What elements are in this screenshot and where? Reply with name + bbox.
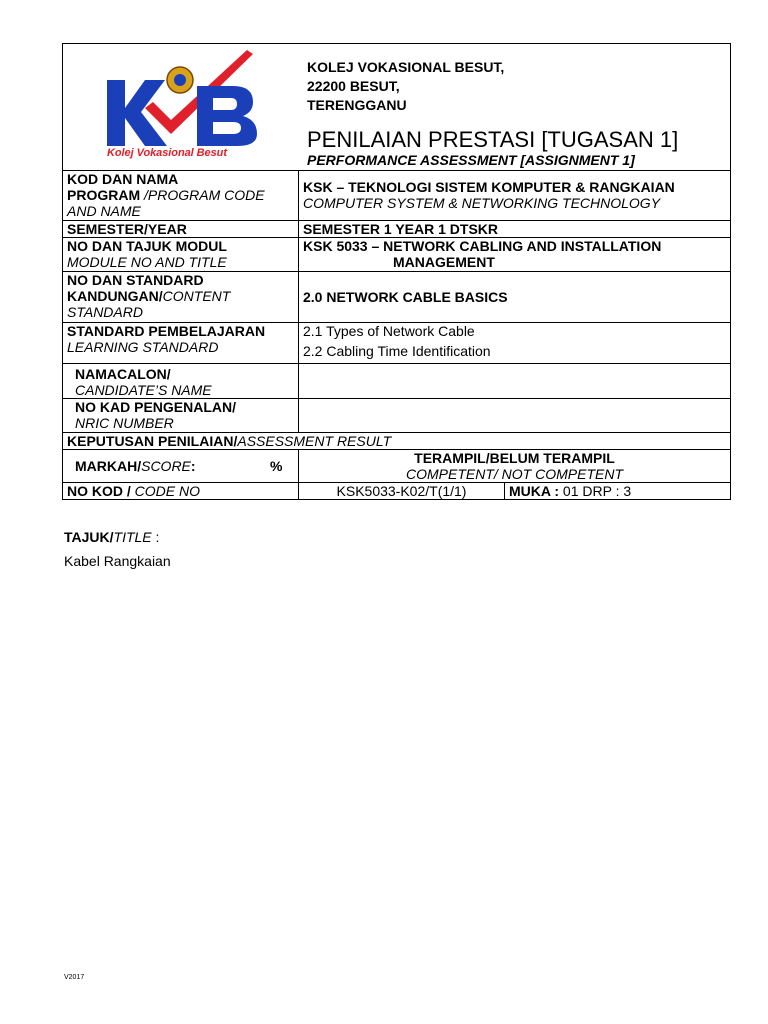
title-label	[64, 528, 159, 546]
result-label: KEPUTUSAN PENILAIAN/	[67, 433, 238, 449]
module-value-cell	[299, 238, 731, 272]
program-label-bold-2: PROGRAM	[67, 187, 141, 203]
result-label-en: ASSESSMENT RESULT	[237, 433, 392, 449]
institution-name: KOLEJ VOKASIONAL BESUT,	[307, 59, 505, 75]
kvb-logo	[87, 50, 257, 160]
learning-standard-value-cell	[299, 323, 731, 364]
nric-field[interactable]	[299, 399, 731, 433]
content-standard-label-1: NO DAN STANDARD	[67, 272, 204, 288]
learning-standard-item-1: 2.1 Types of Network Cable	[303, 323, 475, 339]
institution-state: TERENGGANU	[307, 97, 407, 113]
title-label-bold: TAJUK/	[64, 529, 114, 545]
nric-label: NO KAD PENGENALAN/	[75, 399, 237, 415]
page-label: MUKA :	[509, 483, 563, 499]
page-title: PENILAIAN PRESTASI [TUGASAN 1]	[307, 127, 679, 152]
title-label-en: TITLE	[113, 529, 152, 545]
candidate-name-field[interactable]	[299, 364, 731, 399]
learning-standard-label-en: LEARNING STANDARD	[67, 339, 219, 355]
candidate-label-cell	[63, 364, 299, 399]
semester-value: SEMESTER 1 YEAR 1 DTSKR	[299, 221, 731, 238]
nric-label-cell	[63, 399, 299, 433]
header-cell	[63, 44, 731, 171]
competency-status-en: COMPETENT/ NOT COMPETENT	[406, 466, 623, 482]
learning-standard-label-cell	[63, 323, 299, 364]
institution-postcode: 22200 BESUT,	[307, 78, 400, 94]
candidate-label: NAMACALON/	[75, 366, 171, 382]
score-colon: :	[190, 458, 196, 474]
module-value-line1: KSK 5033 – NETWORK CABLING AND INSTALLATION	[303, 238, 662, 254]
page-cell	[505, 483, 731, 500]
module-label-en: MODULE NO AND TITLE	[67, 254, 227, 270]
learning-standard-label: STANDARD PEMBELAJARAN	[67, 323, 266, 339]
page-subtitle: PERFORMANCE ASSESSMENT [ASSIGNMENT 1]	[307, 152, 635, 168]
content-standard-label-cell	[63, 272, 299, 323]
program-value-en: COMPUTER SYSTEM & NETWORKING TECHNOLOGY	[303, 195, 661, 211]
score-label: MARKAH/	[75, 458, 142, 474]
module-label: NO DAN TAJUK MODUL	[67, 238, 227, 254]
nric-label-en: NRIC NUMBER	[75, 415, 174, 431]
program-label-bold-1: KOD DAN NAMA	[67, 171, 179, 187]
content-standard-label-en: CONTENT	[162, 288, 231, 304]
semester-label: SEMESTER/YEAR	[63, 221, 299, 238]
code-value: KSK5033-K02/T(1/1)	[299, 483, 505, 500]
code-label-en: CODE NO	[134, 483, 201, 499]
learning-standard-item-2: 2.2 Cabling Time Identification	[303, 343, 491, 359]
page-value: 01 DRP : 3	[562, 483, 632, 499]
score-percent: %	[270, 458, 283, 474]
version-footer: V2017	[64, 974, 85, 981]
module-label-cell	[63, 238, 299, 272]
program-label-italic: /PROGRAM CODE AND NAME	[67, 187, 265, 219]
institution-address	[307, 58, 504, 115]
assessment-form	[62, 43, 730, 500]
content-standard-value: 2.0 NETWORK CABLE BASICS	[299, 272, 731, 323]
competency-cell	[299, 450, 731, 483]
result-row	[63, 433, 731, 450]
program-label-cell	[63, 171, 299, 221]
module-value-line2: MANAGEMENT	[393, 254, 495, 270]
candidate-label-en: CANDIDATE’S NAME	[75, 382, 212, 398]
code-label: NO KOD /	[67, 483, 135, 499]
program-value-cell	[299, 171, 731, 221]
content-standard-label-2: KANDUNGAN/	[67, 288, 163, 304]
score-cell	[63, 450, 299, 483]
content-standard-label-en-2: STANDARD	[67, 304, 143, 320]
code-label-cell	[63, 483, 299, 500]
title-value: Kabel Rangkaian	[64, 553, 171, 569]
form-table	[62, 43, 731, 500]
score-label-en: SCORE	[141, 458, 191, 474]
competency-status: TERAMPIL/BELUM TERAMPIL	[414, 450, 615, 466]
program-value: KSK – TEKNOLOGI SISTEM KOMPUTER & RANGKAIAN	[303, 179, 675, 195]
svg-text:Kolej Vokasional Besut: Kolej Vokasional Besut	[107, 147, 227, 159]
title-label-colon: :	[151, 529, 160, 545]
